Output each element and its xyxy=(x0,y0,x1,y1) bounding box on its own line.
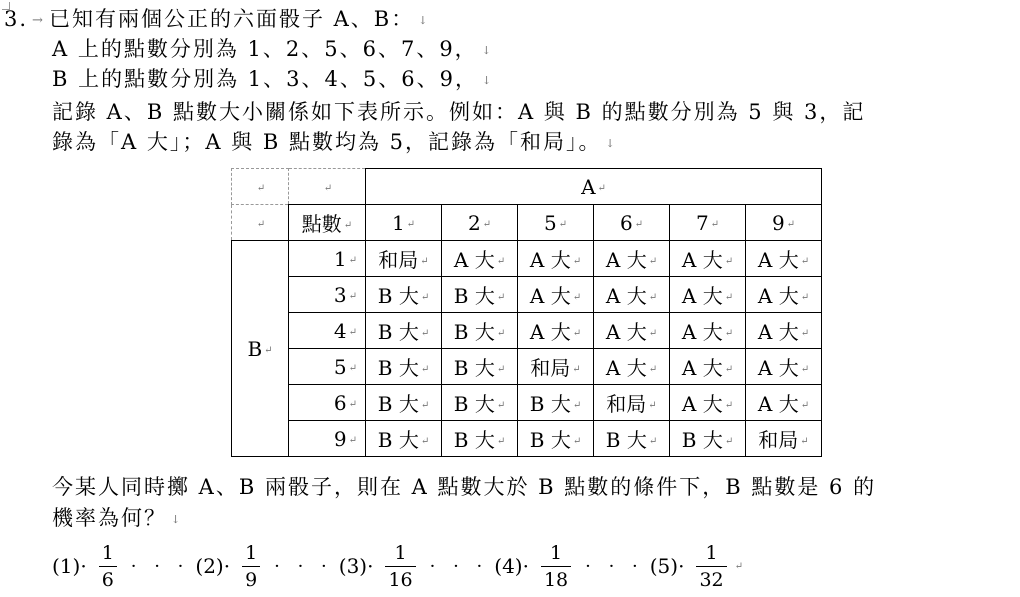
result-cell: 和局 ↵ xyxy=(594,385,670,421)
result-cell: A 大 ↵ xyxy=(670,277,746,313)
table-row xyxy=(232,277,822,313)
a-value-cell: 1 ↵ xyxy=(366,205,442,241)
b-value-cell: 5 ↵ xyxy=(289,349,366,385)
answer-option xyxy=(52,541,195,592)
question-intro-line xyxy=(4,4,427,36)
table-row xyxy=(232,241,822,277)
b-value-cell: 1 ↵ xyxy=(289,241,366,277)
a-value-cell: 9 ↵ xyxy=(746,205,822,241)
fraction-bar xyxy=(99,566,117,567)
answer-option xyxy=(339,541,494,592)
empty-corner-cell: ↵ xyxy=(232,169,289,205)
b-value-cell: 4 ↵ xyxy=(289,313,366,349)
dice-a-values: A 上的點數分別為 1、2、5、6、7、9， xyxy=(52,37,478,61)
result-cell: B 大 ↵ xyxy=(366,349,442,385)
result-cell: B 大 ↵ xyxy=(366,385,442,421)
b-value-cell: 9 ↵ xyxy=(289,421,366,457)
result-cell: B 大 ↵ xyxy=(670,421,746,457)
result-cell: A 大 ↵ xyxy=(594,313,670,349)
result-cell: B 大 ↵ xyxy=(442,277,518,313)
fraction-denominator: 32 xyxy=(699,568,724,591)
dice-a-line xyxy=(52,34,491,66)
paragraph-mark-icon: ↓ xyxy=(171,512,181,526)
empty-header-cell: ↵ xyxy=(289,169,366,205)
option-separator: · · · xyxy=(274,555,333,577)
fraction-numerator: 1 xyxy=(550,541,563,564)
result-cell: B 大 ↵ xyxy=(366,421,442,457)
paragraph-mark-icon: ↓ xyxy=(481,73,492,87)
result-cell: A 大 ↵ xyxy=(518,277,594,313)
result-cell: B 大 ↵ xyxy=(594,421,670,457)
result-cell: A 大 ↵ xyxy=(746,385,822,421)
result-cell: B 大 ↵ xyxy=(442,313,518,349)
points-label: 點數 xyxy=(301,212,342,236)
table-row xyxy=(232,349,822,385)
option-label: (5)· xyxy=(649,554,685,578)
result-cell: A 大 ↵ xyxy=(670,349,746,385)
option-separator: · · · xyxy=(429,555,489,577)
fraction-numerator: 1 xyxy=(705,541,718,564)
result-cell: 和局 ↵ xyxy=(518,349,594,385)
result-cell: 和局 ↵ xyxy=(746,421,822,457)
question-intro: 已知有兩個公正的六面骰子 A、B： xyxy=(48,7,415,31)
a-value-cell: 2 ↵ xyxy=(442,205,518,241)
result-cell: B 大 ↵ xyxy=(442,349,518,385)
paragraph-mark-icon: ↓ xyxy=(481,43,491,57)
answer-option xyxy=(650,541,743,592)
a-value-cell: 7 ↵ xyxy=(670,205,746,241)
header-b-label: B xyxy=(247,336,263,361)
answer-options xyxy=(52,538,743,594)
option-separator: · · · xyxy=(585,555,644,577)
b-value-cell: 3 ↵ xyxy=(289,277,366,313)
table-row xyxy=(232,385,822,421)
header-a-cell: A ↵ xyxy=(366,169,822,205)
result-cell: A 大 ↵ xyxy=(594,241,670,277)
result-cell: A 大 ↵ xyxy=(670,241,746,277)
result-cell: A 大 ↵ xyxy=(670,385,746,421)
answer-option xyxy=(195,541,338,592)
result-cell: B 大 ↵ xyxy=(366,277,442,313)
option-fraction xyxy=(385,541,415,592)
result-cell: B 大 ↵ xyxy=(442,421,518,457)
empty-left-cell: ↵ xyxy=(232,205,289,241)
points-label-cell: 點數 ↵ xyxy=(289,205,366,241)
ask-line-2 xyxy=(52,503,180,535)
result-cell: A 大 ↵ xyxy=(670,313,746,349)
table-row xyxy=(232,421,822,457)
result-cell: A 大 ↵ xyxy=(442,241,518,277)
result-cell: B 大 ↵ xyxy=(366,313,442,349)
option-label: (2)· xyxy=(195,554,231,578)
answer-option xyxy=(494,541,649,592)
result-cell: A 大 ↵ xyxy=(746,349,822,385)
option-separator: · · · xyxy=(130,555,190,577)
fraction-denominator: 6 xyxy=(101,568,114,591)
result-cell: B 大 ↵ xyxy=(518,385,594,421)
question-number: 3. xyxy=(4,7,29,31)
ask-text-1: 今某人同時擲 A、B 兩骰子，則在 A 點數大於 B 點數的條件下，B 點數是 6 的 xyxy=(52,475,877,499)
option-label: (3)· xyxy=(338,554,374,578)
paragraph-mark-icon: ↓ xyxy=(418,13,428,27)
fraction-denominator: 18 xyxy=(543,568,569,591)
result-cell: A 大 ↵ xyxy=(746,313,822,349)
fraction-numerator: 1 xyxy=(101,541,114,564)
a-value-cell: 5 ↵ xyxy=(518,205,594,241)
result-cell: 和局 ↵ xyxy=(366,241,442,277)
fraction-denominator: 16 xyxy=(388,568,413,591)
ask-line-1 xyxy=(52,472,876,502)
option-fraction xyxy=(696,541,726,592)
option-fraction xyxy=(242,541,260,592)
description-text-1: 記錄 A、B 點數大小關係如下表所示。例如：A 與 B 的點數分別為 5 與 3，記 xyxy=(52,100,866,124)
dice-b-line xyxy=(52,64,491,96)
result-cell: A 大 ↵ xyxy=(746,241,822,277)
result-cell: B 大 ↵ xyxy=(518,421,594,457)
a-value-cell: 6 ↵ xyxy=(594,205,670,241)
fraction-bar xyxy=(541,566,571,567)
fraction-bar xyxy=(242,566,260,567)
header-a-label: A xyxy=(581,174,596,199)
result-cell: A 大 ↵ xyxy=(518,241,594,277)
fraction-bar xyxy=(385,566,415,567)
result-cell: A 大 ↵ xyxy=(746,277,822,313)
table-row xyxy=(232,313,822,349)
fraction-denominator: 9 xyxy=(245,568,258,591)
fraction-numerator: 1 xyxy=(245,541,258,564)
option-label: (1)· xyxy=(52,554,87,578)
table-header-row-a xyxy=(232,169,822,205)
fraction-bar xyxy=(696,566,726,567)
option-fraction xyxy=(541,541,571,592)
header-b-cell: B ↵ xyxy=(232,241,289,457)
result-cell: A 大 ↵ xyxy=(594,277,670,313)
description-text-2: 錄為「A 大」；A 與 B 點數均為 5，記錄為「和局」。 xyxy=(52,130,602,154)
option-label: (4)· xyxy=(494,554,529,578)
b-value-cell: 6 ↵ xyxy=(289,385,366,421)
result-cell: A 大 ↵ xyxy=(594,349,670,385)
paragraph-mark-icon: ↵ xyxy=(734,560,744,572)
result-table xyxy=(231,168,822,457)
result-cell: B 大 ↵ xyxy=(442,385,518,421)
ask-text-2: 機率為何？ xyxy=(52,506,167,530)
table-header-row-values xyxy=(232,205,822,241)
description-line-1 xyxy=(52,97,865,127)
dice-b-values: B 上的點數分別為 1、3、4、5、6、9， xyxy=(52,67,478,91)
result-cell: A 大 ↵ xyxy=(518,313,594,349)
paragraph-mark-icon: ↓ xyxy=(605,136,615,150)
description-line-2 xyxy=(52,127,615,159)
fraction-numerator: 1 xyxy=(394,541,407,564)
option-fraction xyxy=(99,541,117,592)
tab-arrow-icon: → xyxy=(32,12,43,28)
